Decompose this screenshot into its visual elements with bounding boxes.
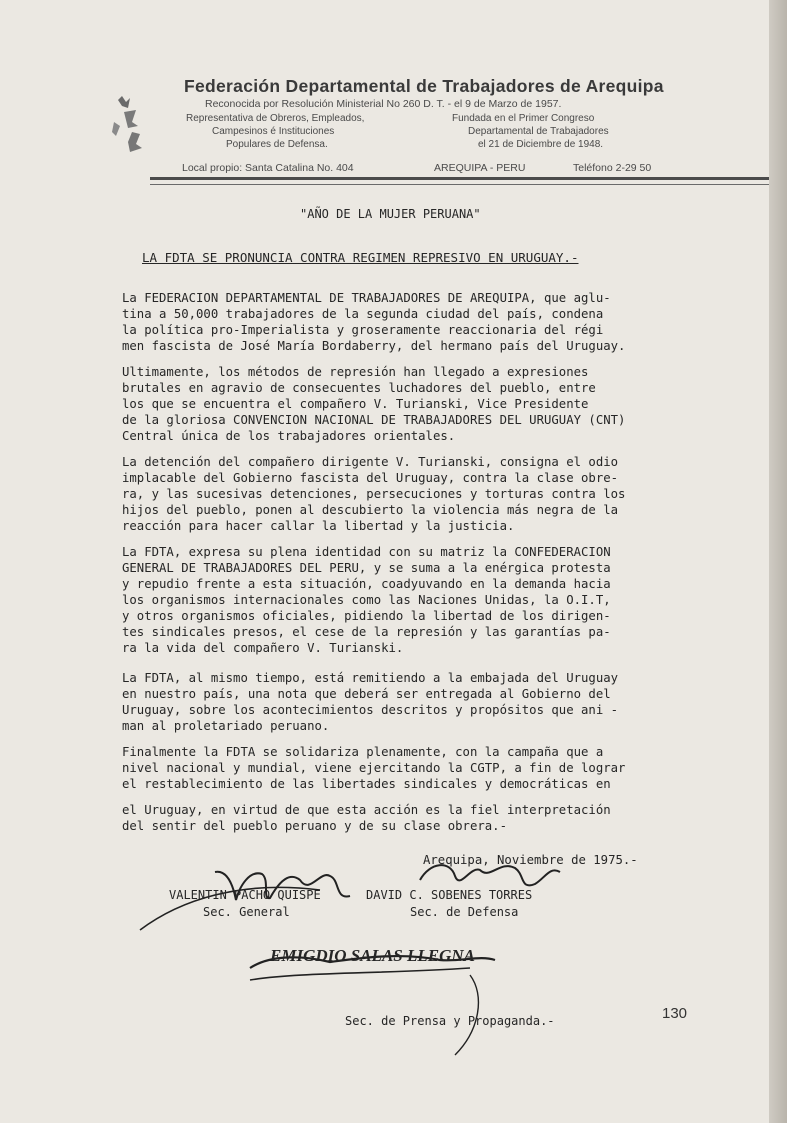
signature-2-title: Sec. de Defensa: [410, 905, 519, 919]
paragraph-6-line: del sentir del pueblo peruano y de su clase obrera.-: [122, 819, 507, 833]
signature-3-title: Sec. de Prensa y Propaganda.-: [345, 1014, 555, 1028]
paragraph-4-line: y otros organismos oficiales, pidiendo la libertad de los dirigen-: [122, 609, 611, 623]
letterhead-recognition: Reconocida por Resolución Ministerial No 260 D. T. - el 9 de Marzo de 1957.: [205, 98, 562, 110]
paragraph-2-line: de la gloriosa CONVENCION NACIONAL DE TRABAJADORES DEL URUGUAY (CNT): [122, 413, 626, 427]
paragraph-4-line: ra la vida del compañero V. Turianski.: [122, 641, 404, 655]
year-heading: "AÑO DE LA MUJER PERUANA": [300, 207, 481, 221]
letterhead-title: Federación Departamental de Trabajadores de Arequipa: [184, 76, 664, 96]
signature-1-title: Sec. General: [203, 905, 290, 919]
paragraph-3-line: La detención del compañero dirigente V. Turianski, consigna el odio: [122, 455, 619, 469]
page-number: 130: [662, 1005, 688, 1022]
paragraph-3-line: hijos del pueblo, ponen al descubierto la violencia más negra de la: [122, 503, 619, 517]
paragraph-6-line: el restablecimiento de las libertades sindicales y democráticas en: [122, 777, 611, 791]
paragraph-2-line: brutales en agravio de consecuentes luchadores del pueblo, entre: [122, 381, 596, 395]
paragraph-2-line: Central única de los trabajadores orientales.: [122, 429, 456, 443]
emblem-icon: [108, 92, 160, 158]
paragraph-4-line: y repudio frente a esta situación, coadyuvando en la demanda hacia: [122, 577, 611, 591]
letterhead-right-line-3: el 21 de Diciembre de 1948.: [478, 139, 604, 150]
paragraph-1-line: la política pro-Imperialista y groseramente reaccionaria del régi: [122, 323, 604, 337]
paragraph-5-line: en nuestro país, una nota que deberá ser entregada al Gobierno del: [122, 687, 611, 701]
letterhead-right-line-2: Departamental de Trabajadores: [468, 126, 609, 137]
letterhead-rule-thin: [150, 184, 770, 185]
letterhead-phone: Teléfono 2-29 50: [573, 162, 652, 174]
letterhead-address: Local propio: Santa Catalina No. 404: [182, 162, 354, 174]
signature-3-handwritten-label: EMIGDIO SALAS LLEGNA: [270, 946, 475, 965]
paragraph-1-line: La FEDERACION DEPARTAMENTAL DE TRABAJADORES DE AREQUIPA, que aglu-: [122, 291, 611, 305]
letterhead-city: AREQUIPA - PERU: [434, 162, 526, 174]
paragraph-2-line: Ultimamente, los métodos de represión han llegado a expresiones: [122, 365, 589, 379]
paragraph-4-line: tes sindicales presos, el cese de la represión y las garantías pa-: [122, 625, 611, 639]
paragraph-2-line: los que se encuentra el compañero V. Turianski, Vice Presidente: [122, 397, 589, 411]
paragraph-6-line: el Uruguay, en virtud de que esta acción es la fiel interpretación: [122, 803, 611, 817]
letterhead-right-line-1: Fundada en el Primer Congreso: [452, 113, 595, 124]
paragraph-3-line: ra, y las sucesivas detenciones, persecuciones y torturas contra los: [122, 487, 626, 501]
paragraph-4-line: GENERAL DE TRABAJADORES DEL PERU, y se suma a la enérgica protesta: [122, 561, 611, 575]
paragraph-3-line: implacable del Gobierno fascista del Uruguay, contra la clase obre-: [122, 471, 619, 485]
main-heading: LA FDTA SE PRONUNCIA CONTRA REGIMEN REPRESIVO EN URUGUAY.-: [142, 250, 579, 265]
paragraph-5-line: man al proletariado peruano.: [122, 719, 330, 733]
paragraph-3-line: reacción para hacer callar la libertad y la justicia.: [122, 519, 515, 533]
letterhead-left-line-2: Campesinos é Instituciones: [212, 126, 335, 137]
date-line: Arequipa, Noviembre de 1975.-: [423, 853, 638, 867]
paragraph-5-line: La FDTA, al mismo tiempo, está remitiendo a la embajada del Uruguay: [122, 671, 619, 685]
signature-1-name: VALENTIN PACHO QUISPE: [169, 888, 321, 902]
letterhead-left-line-1: Representativa de Obreros, Empleados,: [186, 113, 365, 124]
letterhead-left-line-3: Populares de Defensa.: [226, 139, 328, 150]
letterhead-rule: [150, 177, 770, 180]
paragraph-1-line: tina a 50,000 trabajadores de la segunda ciudad del país, condena: [122, 307, 604, 321]
paragraph-4-line: La FDTA, expresa su plena identidad con su matriz la CONFEDERACION: [122, 545, 611, 559]
paragraph-4-line: los organismos internacionales como las Naciones Unidas, la O.I.T,: [122, 593, 611, 607]
paragraph-6-line: Finalmente la FDTA se solidariza plenamente, con la campaña que a: [122, 745, 604, 759]
paragraph-1-line: men fascista de José María Bordaberry, del hermano país del Uruguay.: [122, 339, 626, 353]
paragraph-5-line: Uruguay, sobre los acontecimientos descritos y propósitos que ani -: [122, 703, 619, 717]
binding-edge: [769, 0, 787, 1123]
paragraph-6-line: nivel nacional y mundial, viene ejercitando la CGTP, a fin de lograr: [122, 761, 626, 775]
signature-2-name: DAVID C. SOBENES TORRES: [366, 888, 533, 902]
